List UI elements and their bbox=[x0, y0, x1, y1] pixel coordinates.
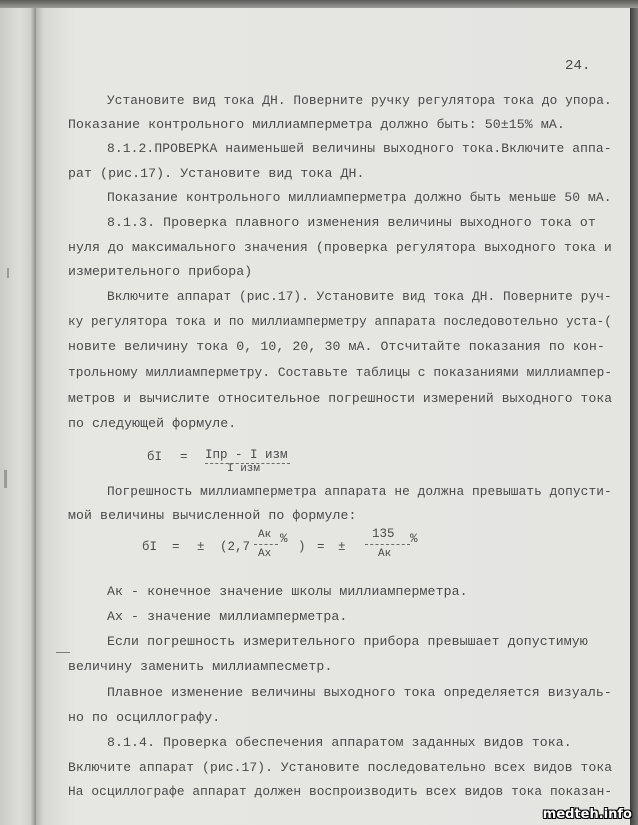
text-line: Плавное изменение величины выходного тока определяется визуаль- bbox=[107, 685, 612, 700]
formula2-denominator-2: Ак bbox=[378, 548, 392, 560]
definition-ax: Ах - значение миллиамперметра. bbox=[107, 609, 348, 624]
section-heading-8-1-2: 8.1.2.ПРОВЕРКА наименьшей величины выходного тока.Включите аппа- bbox=[107, 141, 612, 156]
text-line: ку регулятора тока и по миллиамперметру аппарата последовотельно уста-( bbox=[68, 314, 612, 329]
formula2-numerator: Ак bbox=[258, 529, 272, 541]
text-line: На осциллографе аппарат должен воспроизводить всех видов тока показан- bbox=[68, 784, 613, 799]
text-line: Если погрешность измерительного прибора превышает допустимую bbox=[107, 634, 588, 649]
formula2-numerator-2: 135 bbox=[372, 527, 395, 541]
formula2-fraction-bar-2 bbox=[365, 544, 410, 545]
text-line: Включите аппарат (рис.17). Установите последовательно всех видов тока bbox=[68, 760, 613, 775]
formula2-plus-minus-2: ± bbox=[338, 540, 346, 554]
text-line: измерительного прибора) bbox=[68, 264, 253, 279]
section-heading-8-1-3: 8.1.3. Проверка плавного изменения величины выходного тока от bbox=[107, 215, 596, 230]
formula2-denominator: Ах bbox=[258, 548, 272, 560]
formula2-open: (2,7 bbox=[220, 540, 251, 554]
page-number: 24. bbox=[565, 58, 591, 74]
scan-right-edge bbox=[630, 8, 638, 825]
section-heading-8-1-4: 8.1.4. Проверка обеспечения аппаратом заданных видов тока. bbox=[107, 735, 572, 750]
formula1-numerator: Iпр - I изм bbox=[205, 448, 288, 462]
margin-mark bbox=[4, 470, 7, 488]
formula2-percent: % bbox=[280, 532, 288, 546]
text-line: величину заменить миллиампесметр. bbox=[68, 659, 333, 674]
scan-top-edge bbox=[0, 0, 638, 8]
text-line: мой величины вычисленной по формуле: bbox=[68, 508, 357, 523]
formula1-denominator: I изм bbox=[227, 463, 261, 475]
formula2-percent-2: % bbox=[410, 532, 418, 546]
text-line: Установите вид тока ДН. Поверните ручку регулятора тока до упора. bbox=[107, 93, 612, 108]
formula2-lhs: бI bbox=[142, 540, 158, 554]
formula2-plus-minus: ± bbox=[197, 540, 205, 554]
text-line: новите величину тока 0, 10, 20, 30 мА. Отсчитайте показания по кон- bbox=[68, 339, 605, 354]
margin-dash bbox=[56, 652, 70, 653]
text-line: Включите аппарат (рис.17). Установите вид тока ДН. Поверните руч- bbox=[107, 289, 612, 304]
watermark: medteh.info bbox=[542, 807, 632, 822]
formula1-lhs: бI bbox=[147, 450, 163, 464]
previous-page-edge bbox=[0, 8, 36, 825]
text-line: по следующей формуле. bbox=[68, 416, 237, 431]
text-line: трольному миллиамперметру. Составьте таблицы с показаниями миллиампер- bbox=[68, 365, 613, 380]
formula1-equals: = bbox=[180, 450, 188, 464]
text-line: но по осциллографу. bbox=[68, 710, 221, 725]
text-line: Погрешность миллиамперметра аппарата не должна превышать допусти- bbox=[107, 484, 612, 499]
text-line: нуля до максимального значения (проверка регулятора выходного тока и bbox=[68, 240, 612, 255]
definition-ak: Ак - конечное значение школы миллиамперметра. bbox=[107, 584, 468, 599]
text-line: Показание контрольного миллиамперметра должно быть меньше 50 мА. bbox=[107, 190, 612, 205]
text-line: рат (рис.17). Установите вид тока ДН. bbox=[68, 166, 365, 181]
formula2-fraction-bar bbox=[254, 544, 278, 545]
margin-mark bbox=[7, 268, 9, 278]
formula2-equals: = bbox=[172, 540, 180, 554]
text-line: Показание контрольного миллиамперметра должно быть: 50±15% мА. bbox=[68, 117, 565, 132]
formula2-close: ) bbox=[298, 540, 306, 554]
formula2-equals-2: = bbox=[317, 540, 325, 554]
text-line: метров и вычислите относительное погрешности измерений выходного тока bbox=[68, 391, 613, 406]
